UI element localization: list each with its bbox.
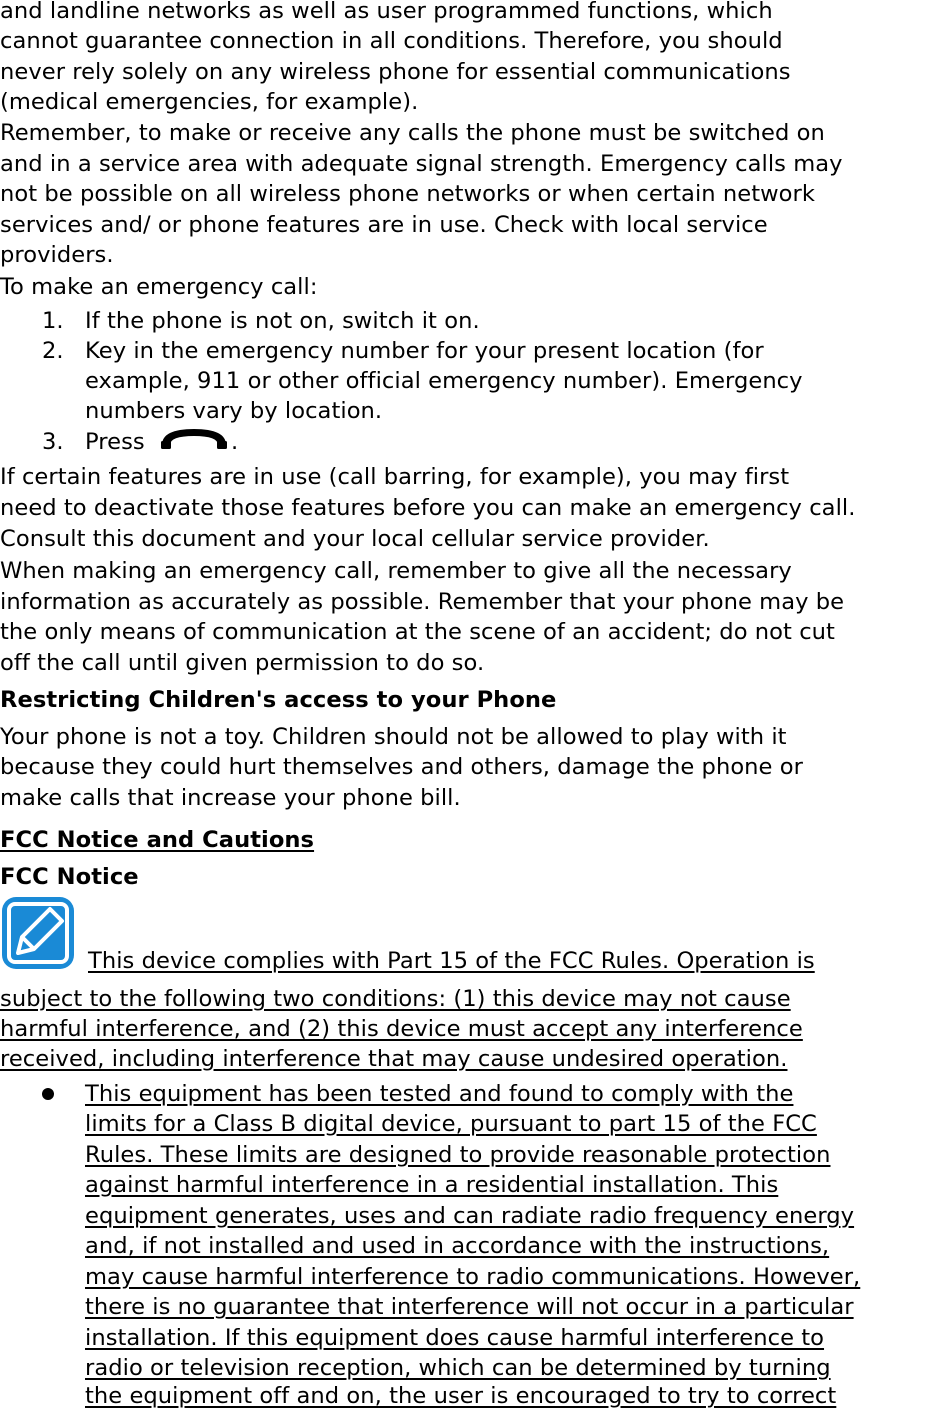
section-heading-underlined: FCC Notice and Cautions bbox=[0, 827, 315, 853]
paragraph-line: Consult this document and your local cellular service provider. bbox=[0, 526, 710, 552]
bullet-line: may cause harmful interference to radio communications. However, bbox=[85, 1264, 861, 1290]
paragraph-line: never rely solely on any wireless phone for essential communications bbox=[0, 59, 791, 85]
paragraph-line: If certain features are in use (call barring, for example), you may first bbox=[0, 464, 790, 490]
paragraph-line: Your phone is not a toy. Children should not be allowed to play with it bbox=[0, 724, 787, 750]
paragraph-line: services and/ or phone features are in use. Check with local service bbox=[0, 212, 768, 238]
step-number: 1. bbox=[42, 308, 64, 334]
bullet-line: against harmful interference in a residential installation. This bbox=[85, 1172, 779, 1198]
paragraph-line: make calls that increase your phone bill. bbox=[0, 785, 461, 811]
paragraph-line: and landline networks as well as user programmed functions, which bbox=[0, 0, 773, 24]
bullet-line: Rules. These limits are designed to provide reasonable protection bbox=[85, 1142, 831, 1168]
bullet-line: equipment generates, uses and can radiate radio frequency energy bbox=[85, 1203, 855, 1229]
paragraph-line: To make an emergency call: bbox=[0, 274, 318, 300]
paragraph-line: (medical emergencies, for example). bbox=[0, 89, 419, 115]
step-text: example, 911 or other official emergency number). Emergency bbox=[85, 368, 803, 394]
subsection-heading: FCC Notice bbox=[0, 864, 139, 890]
step-text-end: . bbox=[231, 429, 239, 455]
step-text: If the phone is not on, switch it on. bbox=[85, 308, 480, 334]
step-text: Key in the emergency number for your present location (for bbox=[85, 338, 764, 364]
paragraph-line: When making an emergency call, remember to give all the necessary bbox=[0, 558, 792, 584]
paragraph-line: Remember, to make or receive any calls the phone must be switched on bbox=[0, 120, 825, 146]
section-heading: Restricting Children's access to your Phone bbox=[0, 687, 557, 713]
bullet-line: installation. If this equipment does cause harmful interference to bbox=[85, 1325, 825, 1351]
paragraph-line: providers. bbox=[0, 242, 114, 268]
call-key-icon bbox=[158, 423, 230, 453]
bullet-line: and, if not installed and used in accordance with the instructions, bbox=[85, 1233, 830, 1259]
step-number: 3. bbox=[42, 429, 64, 455]
bullet-line: limits for a Class B digital device, pursuant to part 15 of the FCC bbox=[85, 1111, 817, 1137]
bullet-line: This equipment has been tested and found to comply with the bbox=[85, 1081, 794, 1107]
paragraph-line: not be possible on all wireless phone networks or when certain network bbox=[0, 181, 815, 207]
notice-line: received, including interference that may cause undesired operation. bbox=[0, 1046, 788, 1072]
paragraph-line: information as accurately as possible. Remember that your phone may be bbox=[0, 589, 845, 615]
paragraph-line: off the call until given permission to do so. bbox=[0, 650, 485, 676]
notice-line bbox=[0, 946, 815, 976]
paragraph-line: need to deactivate those features before you can make an emergency call. bbox=[0, 495, 856, 521]
step-text: Press bbox=[85, 429, 145, 455]
bullet-line: the equipment off and on, the user is encouraged to try to correct bbox=[85, 1383, 837, 1409]
paragraph-line: the only means of communication at the scene of an accident; do not cut bbox=[0, 619, 835, 645]
notice-line: subject to the following two conditions: (1) this device may not cause bbox=[0, 986, 791, 1012]
step-number: 2. bbox=[42, 338, 64, 364]
step-text: numbers vary by location. bbox=[85, 398, 383, 424]
notice-text: This device complies with Part 15 of the FCC Rules. Operation is bbox=[88, 948, 815, 974]
paragraph-line: because they could hurt themselves and others, damage the phone or bbox=[0, 754, 803, 780]
bullet-line: there is no guarantee that interference will not occur in a particular bbox=[85, 1294, 854, 1320]
notice-line: harmful interference, and (2) this device must accept any interference bbox=[0, 1016, 803, 1042]
paragraph-line: and in a service area with adequate signal strength. Emergency calls may bbox=[0, 151, 843, 177]
paragraph-line: cannot guarantee connection in all conditions. Therefore, you should bbox=[0, 28, 783, 54]
bullet-line: radio or television reception, which can be determined by turning bbox=[85, 1355, 831, 1381]
bullet-dot bbox=[42, 1088, 54, 1100]
